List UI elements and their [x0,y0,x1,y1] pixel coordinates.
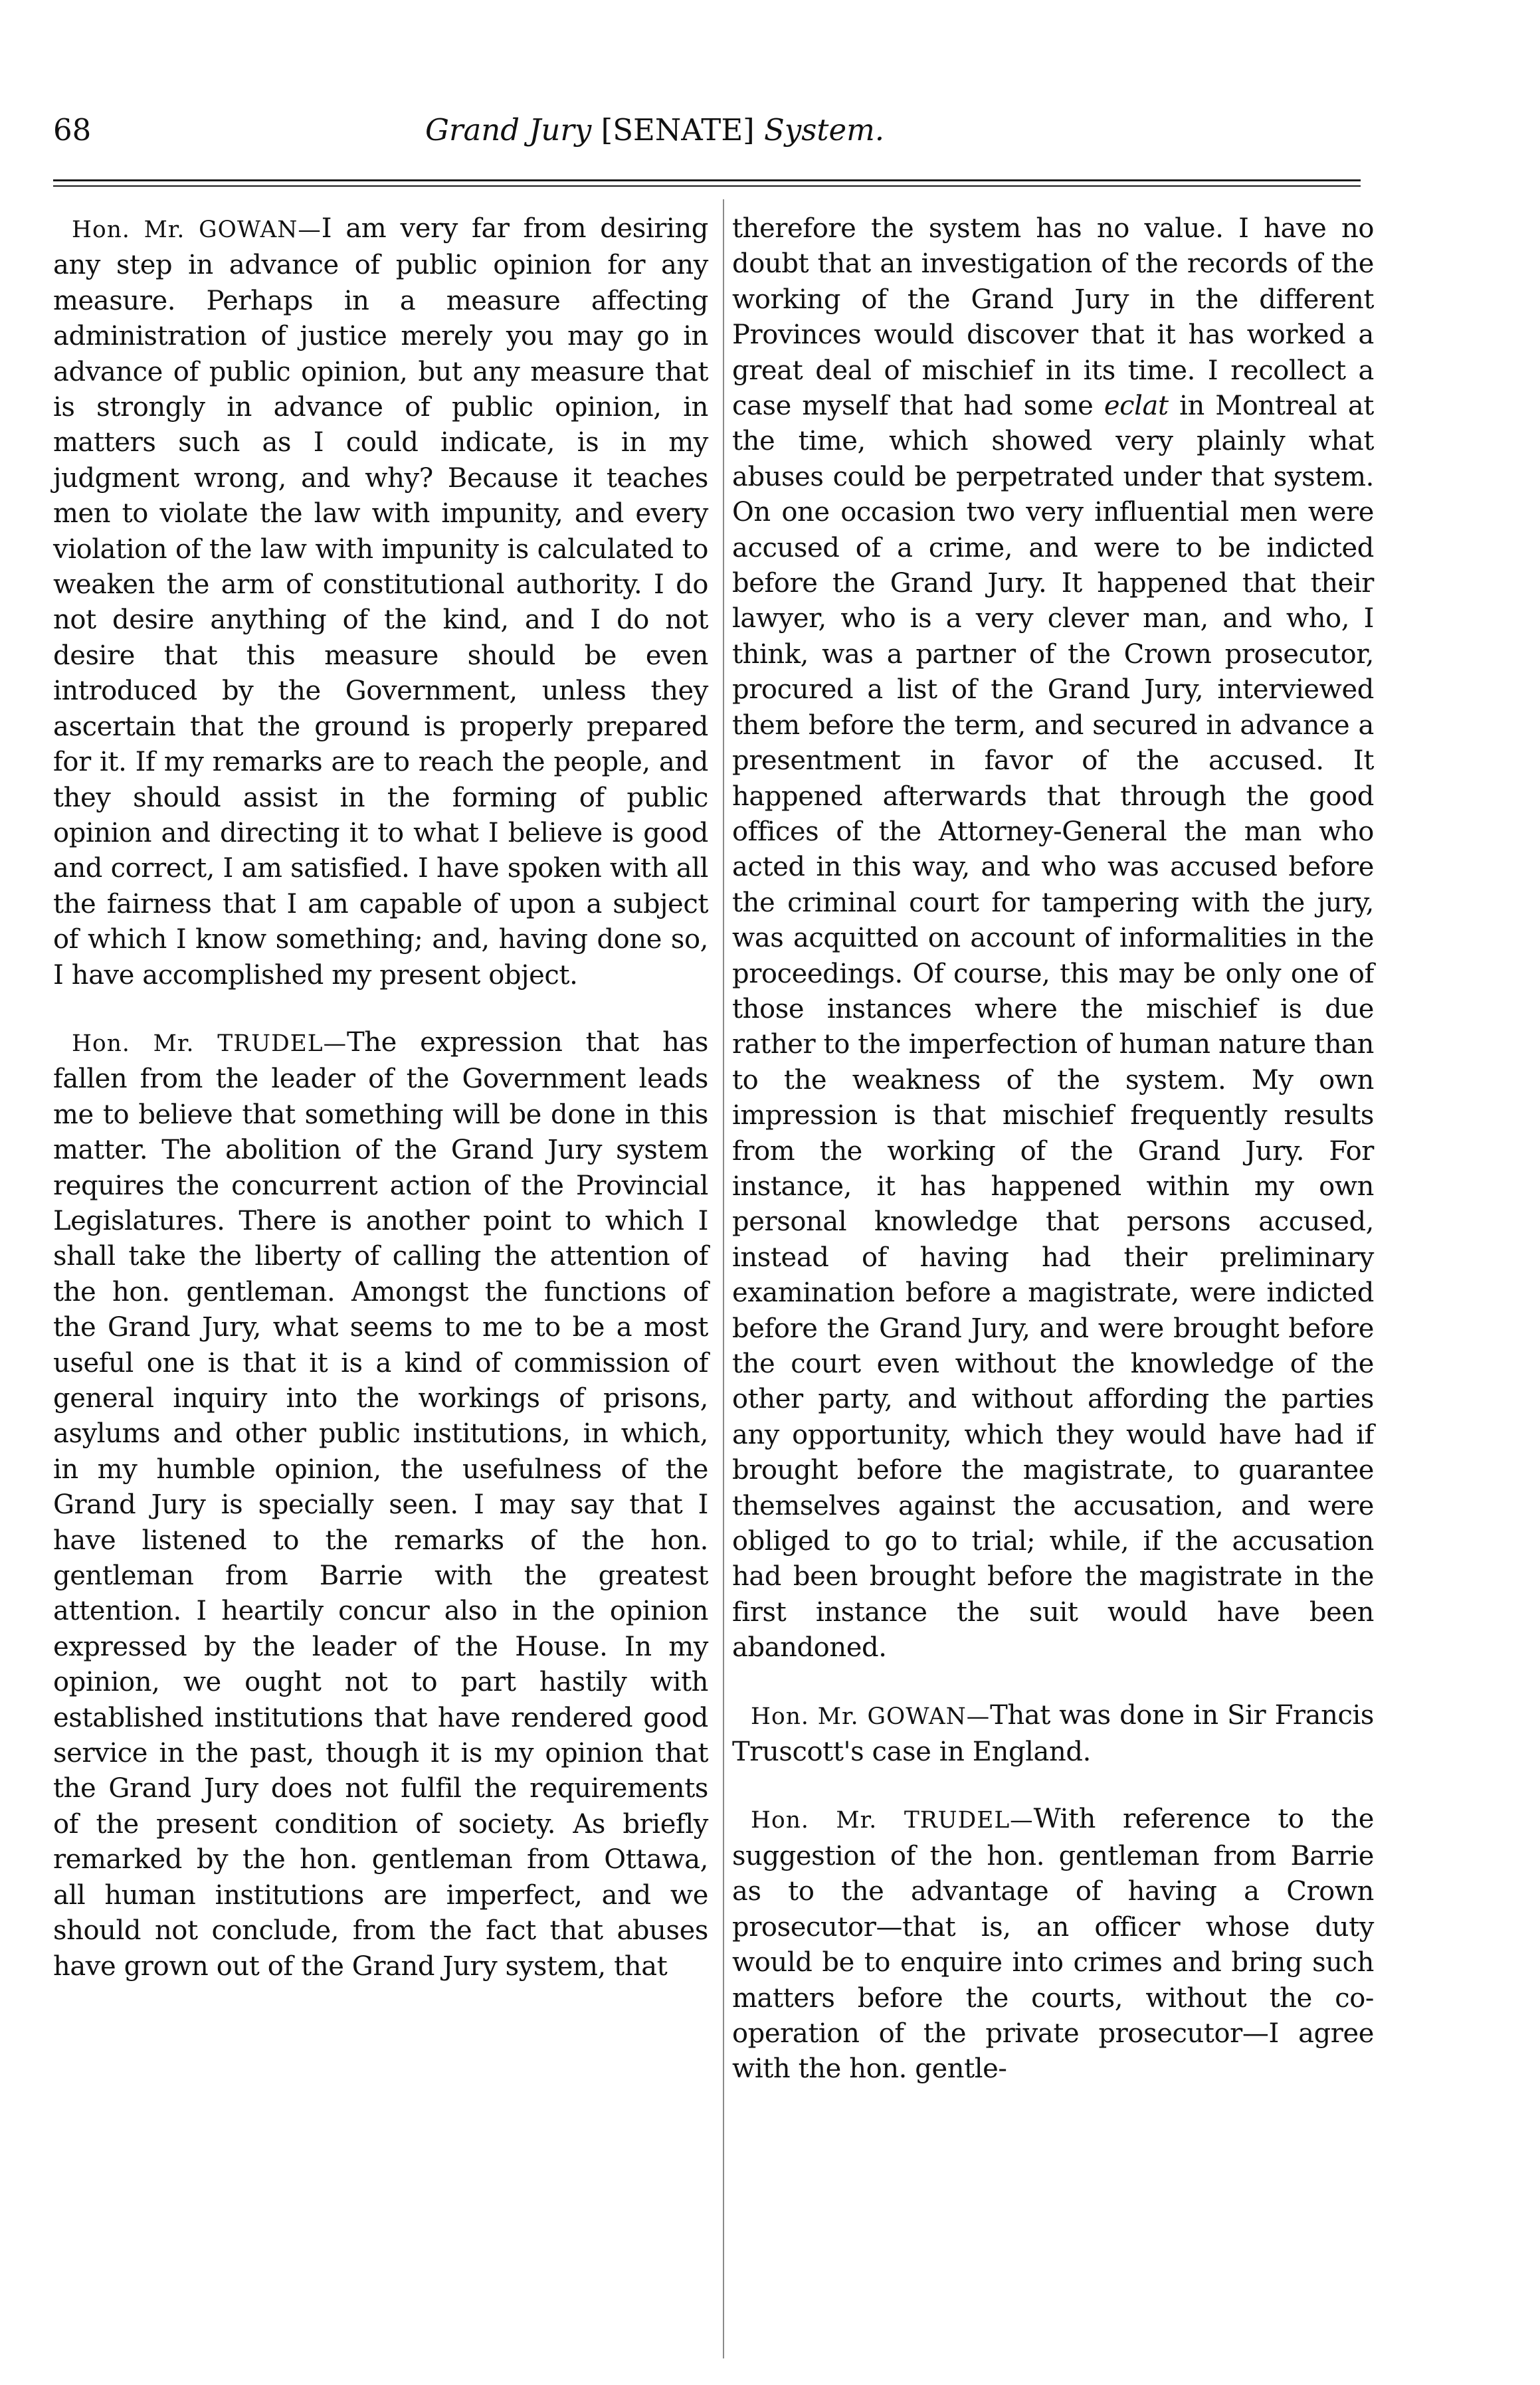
running-title [425,112,884,149]
speech-text: That was done in Sir Francis Truscott's case in England. [732,1699,1374,1768]
speech-paragraph [732,1698,1374,1770]
speech-text: The expression that has fallen from the leader of the Government leads me to believe that something will be done in this matter. The abolition of the Grand Jury system requires the concurrent action of the Provincial Legislatures. There is another point to which I shall take the liberty of calling the attention of the hon. gentleman. Amongst the functions of the Grand Jury, what seems to me to be a most useful one is that it is a kind of commission of general inquiry into the workings of prisons, asylums and other public institutions, in which, in my humble opinion, the usefulness of the Grand Jury is specially seen. I may say that I have listened to the remarks of the hon. gentleman from Barrie with the greatest attention. I heartily concur also in the opinion expressed by the leader of the House. In my opinion, we ought not to part hastily with established institutions that have rendered good service in the past, though it is my opinion that the Grand Jury does not fulfil the requirements of the present condition of society. As briefly remarked by the hon. gentleman from Ottawa, all human institutions are imperfect, and we should not conclude, from the fact that abuses have grown out of the Grand Jury system, that [53,1026,709,1982]
speech-paragraph [53,211,708,993]
column-divider [723,199,724,2358]
speech-paragraph [53,1025,708,1984]
speech-paragraph-continued [732,211,1374,1666]
speaker-label: Hon. Mr. TRUDEL— [751,1807,1034,1834]
speaker-label: Hon. Mr. GOWAN— [72,217,322,243]
speaker-label: Hon. Mr. TRUDEL— [72,1030,347,1057]
speech-text: in Montreal at the time, which showed very plainly what abuses could be perpetrated under that system. On one occasion two very influential men were accused of a crime, and were to be indicted before the Grand Jury. It happened that their lawyer, who is a very clever man, and who, I think, was a partner of the Crown prosecutor, procured a list of the Grand Jury, interviewed them before the term, and secured in advance a presentment in favor of the accused. It happened afterwards that through the good offices of the Attorney-General the man who acted in this way, and who was accused before the criminal court for tampering with the jury, was acquitted on account of informalities in the proceedings. Of course, this may be only one of those instances where the mischief is due rather to the imperfection of human nature than to the weakness of the system. My own impression is that mischief frequently results from the working of the Grand Jury. For instance, it has happened within my own personal knowledge that persons accused, instead of having had their preliminary examination before a magistrate, were indicted before the Grand Jury, and were brought before the court even without the knowledge of the other party, and without affording the parties any opportunity, which they would have had if brought before the magistrate, to guarantee themselves against the accusation, and were obliged to go to trial; while, if the accusation had been brought before the magistrate in the first instance the suit would have been abandoned. [732,391,1374,1664]
header-rule-thin [53,185,1361,187]
page-number: 68 [53,112,92,147]
italic-word: eclat [1104,391,1169,422]
running-title-left: Grand Jury [425,112,592,147]
speech-text: I am very far from desiring any step in advance of public opinion for any measure. Perhaps in a measure affecting administration of justice merely you may go in advance of public opinion, but any measure that is strongly in advance of public opinion, in matters such as I could indicate, is in my judgment wrong, and why? Because it teaches men to violate the law with impunity, and every violation of the law with impunity is calculated to weaken the arm of constitutional authority. I do not desire anything of the kind, and I do not desire that this measure should be even introduced by the Government, unless they ascertain that the ground is properly prepared for it. If my remarks are to reach the people, and they should assist in the forming of public opinion and directing it to what I believe is good and correct, I am satisfied. I have spoken with all the fairness that I am capable of upon a subject of which I know something; and, having done so, I have accomplished my present object. [53,213,708,991]
running-title-right: System. [764,112,885,147]
left-column [53,211,708,1984]
speech-text: With reference to the suggestion of the hon. gentleman from Barrie as to the advantage of having a Crown prosecutor—that is, an officer whose duty would be to enquire into crimes and bring such matters before the courts, without the co-operation of the private prosecutor—I agree with the hon. gentle- [732,1804,1374,2085]
speech-text: therefore the system has no value. I have no doubt that an investigation of the records of the working of the Grand Jury in the different Provinces would discover that it has worked a great deal of mischief in its time. I recollect a case myself that had some [732,213,1374,422]
speech-paragraph [732,1802,1374,2087]
header-rule [53,179,1361,181]
right-column [732,211,1374,2087]
speaker-label: Hon. Mr. GOWAN— [751,1703,991,1730]
running-title-center: [SENATE] [601,112,755,147]
